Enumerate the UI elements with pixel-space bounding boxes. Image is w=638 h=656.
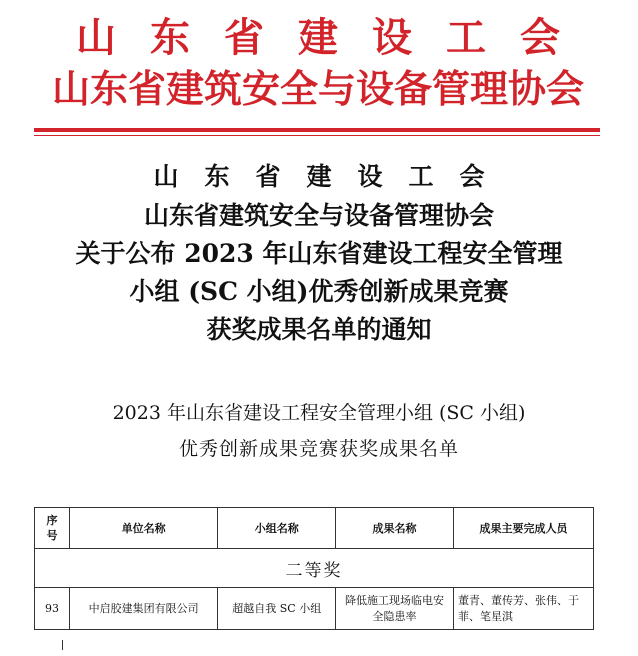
table-row: [35, 588, 594, 630]
prize-level-row: [35, 549, 594, 588]
notice-title-line-3: 关于公布 2023 年山东省建设工程安全管理: [75, 239, 563, 268]
header-result: 成果名称: [336, 508, 454, 549]
letterhead-divider-thick: [34, 128, 600, 132]
notice-title-line-1: 山东省建设工会: [153, 162, 511, 191]
header-unit: 单位名称: [69, 508, 218, 549]
cell-result-text: 降低施工现场临电安全隐患率: [345, 593, 445, 623]
list-title-line-1: 2023 年山东省建设工程安全管理小组 (SC 小组): [112, 402, 526, 424]
header-group: 小组名称: [218, 508, 336, 549]
notice-title-line-4: 小组 (SC 小组)优秀创新成果竞赛: [129, 277, 509, 306]
header-index: [35, 508, 70, 549]
cell-people: [454, 588, 594, 630]
notice-title-line-2: 山东省建筑安全与设备管理协会: [143, 201, 494, 230]
prize-level: 二等奖: [35, 549, 594, 588]
letterhead-divider-thin: [34, 135, 600, 136]
letterhead-line-2: 山东省建筑安全与设备管理协会: [51, 66, 584, 111]
header-people: 成果主要完成人员: [454, 508, 594, 549]
header-index-label: 序号: [46, 514, 58, 542]
letterhead-line-1: 山东省建设工会: [76, 14, 594, 61]
table-header-row: [35, 508, 594, 549]
list-title-line-2: 优秀创新成果竞赛获奖成果名单: [178, 438, 459, 460]
cell-result: [336, 588, 454, 630]
page-mark: [62, 640, 63, 650]
notice-title-line-5: 获奖成果名单的通知: [206, 315, 432, 344]
cell-unit: 中启胶建集团有限公司: [69, 588, 218, 630]
cell-index: 93: [35, 588, 70, 630]
cell-group: 超越自我 SC 小组: [218, 588, 336, 630]
award-table: [34, 507, 594, 630]
cell-people-text: 董青、董传芳、张伟、于菲、笔星淇: [458, 593, 579, 623]
